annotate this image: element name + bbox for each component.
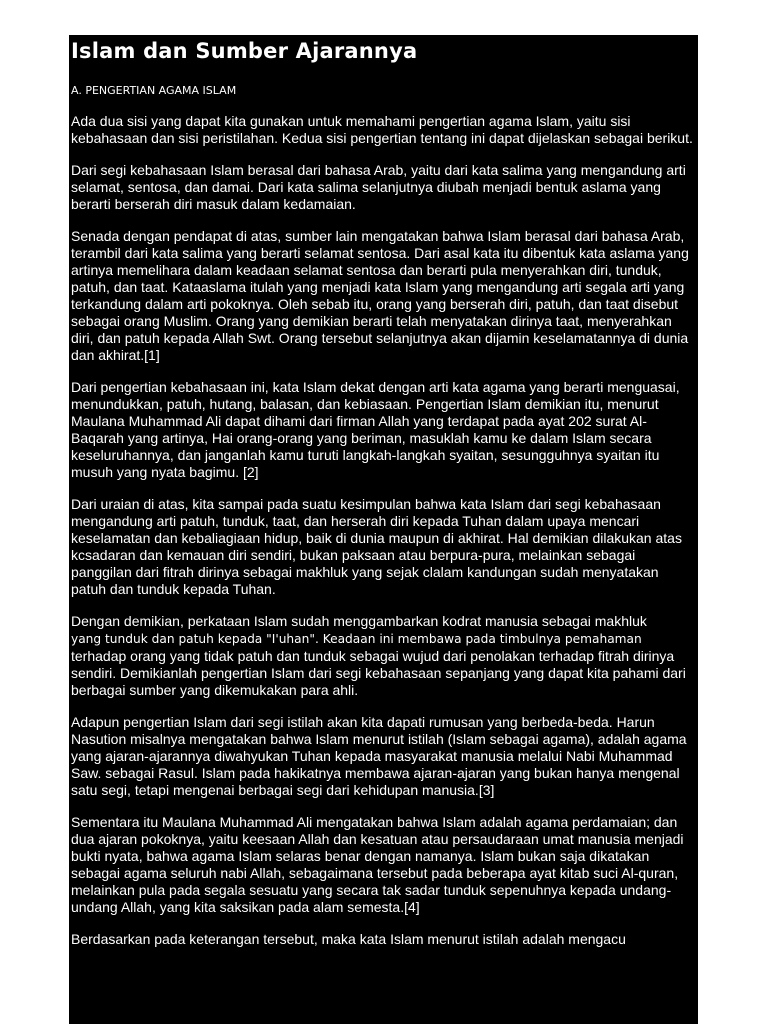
paragraph-text: yang tunduk dan patuh kepada "I'uhan". Keadaan ini membawa pada timbulnya pemahaman [71,632,642,646]
paragraph: Berdasarkan pada keterangan tersebut, maka kata Islam menurut istilah adalah mengacu [71,931,626,947]
paragraph [71,613,698,699]
paragraph: Sementara itu Maulana Muhammad Ali mengatakan bahwa Islam adalah agama perdamaian; dan dua ajaran pokoknya, yaitu keesaan Allah dan kesatuan atau persaudaraan umat manusia menjadi bukti nyata, bahwa agama Islam selaras benar dengan namanya. Islam bukan saja dikatakan sebagai agama seluruh nabi Allah, sebagaimana tersebut pada beberapa ayat kitab suci Al-quran, melainkan pula pada segala sesuatu yang secara tak sadar tunduk sepenuhnya kepada undang-undang Allah, yang kita saksikan pada alam semesta.[4] [71,814,684,915]
document-title: Islam dan Sumber Ajarannya [71,39,418,63]
paragraph-text: Dengan demikian, perkataan Islam sudah menggambarkan kodrat manusia sebagai makhluk [71,613,647,629]
paragraph: Dari segi kebahasaan Islam berasal dari bahasa Arab, yaitu dari kata salima yang mengandung arti selamat, sentosa, dan damai. Dari kata salima selanjutnya diubah menjadi bentuk aslama yang berarti berserah diri masuk dalam kedamaian. [71,162,686,212]
section-heading: A. PENGERTIAN AGAMA ISLAM [71,84,237,97]
paragraph: Dari uraian di atas, kita sampai pada suatu kesimpulan bahwa kata Islam dari segi kebahasaan mengandung arti patuh, tunduk, taat, dan herserah diri kepada Tuhan dalam upaya mencari keselamatan dan kebaliagiaan hidup, baik di dunia maupun di akhirat. Hal demikian dilakukan atas kcsadaran dan kemauan diri sendiri, bukan paksaan atau berpura-pura, melainkan sebagai panggilan dari fitrah dirinya sebagai makhluk yang sejak clalam kandungan sudah menyatakan patuh dan tunduk kepada Tuhan. [71,496,682,597]
paragraph-text: terhadap orang yang tidak patuh dan tunduk sebagai wujud dari penolakan terhadap fitrah dirinya sendiri. Demikianlah pengertian Islam dari segi kebahasaan sepanjang yang dapat kita pahami dari berbagai sumber yang dikemukakan para ahli. [71,648,686,698]
paragraph: Ada dua sisi yang dapat kita gunakan untuk memahami pengertian agama Islam, yaitu sisi kebahasaan dan sisi peristilahan. Kedua sisi pengertian tentang ini dapat dijelaskan sebagai berikut. [71,113,693,146]
paragraph: Dari pengertian kebahasaan ini, kata Islam dekat dengan arti kata agama yang berarti menguasai, menundukkan, patuh, hutang, balasan, dan kebiasaan. Pengertian Islam demikian itu, menurut Maulana Muhammad Ali dapat dihami dari firman Allah yang terdapat pada ayat 202 surat Al-Baqarah yang artinya, Hai orang-orang yang beriman, masuklah kamu ke dalam Islam secara keseluruhannya, dan janganlah kamu turuti langkah-langkah syaitan, sesungguhnya syaitan itu musuh yang nyata bagimu. [2] [71,379,680,480]
paragraph: Senada dengan pendapat di atas, sumber lain mengatakan bahwa Islam berasal dari bahasa Arab, terambil dari kata salima yang berarti selamat sentosa. Dari asal kata itu dibentuk kata aslama yang artinya memelihara dalam keadaan selamat sentosa dan berarti pula menyerahkan diri, tunduk, patuh, dan taat. Kataaslama itulah yang menjadi kata Islam yang mengandung arti segala arti yang terkandung dalam arti pokoknya. Oleh sebab itu, orang yang berserah diri, patuh, dan taat disebut sebagai orang Muslim. Orang yang demikian berarti telah menyatakan dirinya taat, menyerahkan diri, dan patuh kepada Allah Swt. Orang tersebut selanjutnya akan dijamin keselamatannya di dunia dan akhirat.[1] [71,228,689,363]
document-page [69,35,698,1024]
paragraph: Adapun pengertian Islam dari segi istilah akan kita dapati rumusan yang berbeda-beda. Harun Nasution misalnya mengatakan bahwa Islam menurut istilah (Islam sebagai agama), adalah agama yang ajaran-ajarannya diwahyukan Tuhan kepada masyarakat manusia melalui Nabi Muhammad Saw. sebagai Rasul. Islam pada hakikatnya membawa ajaran-ajaran yang bukan hanya mengenal satu segi, tetapi mengenai berbagai segi dari kehidupan manusia.[3] [71,714,687,798]
